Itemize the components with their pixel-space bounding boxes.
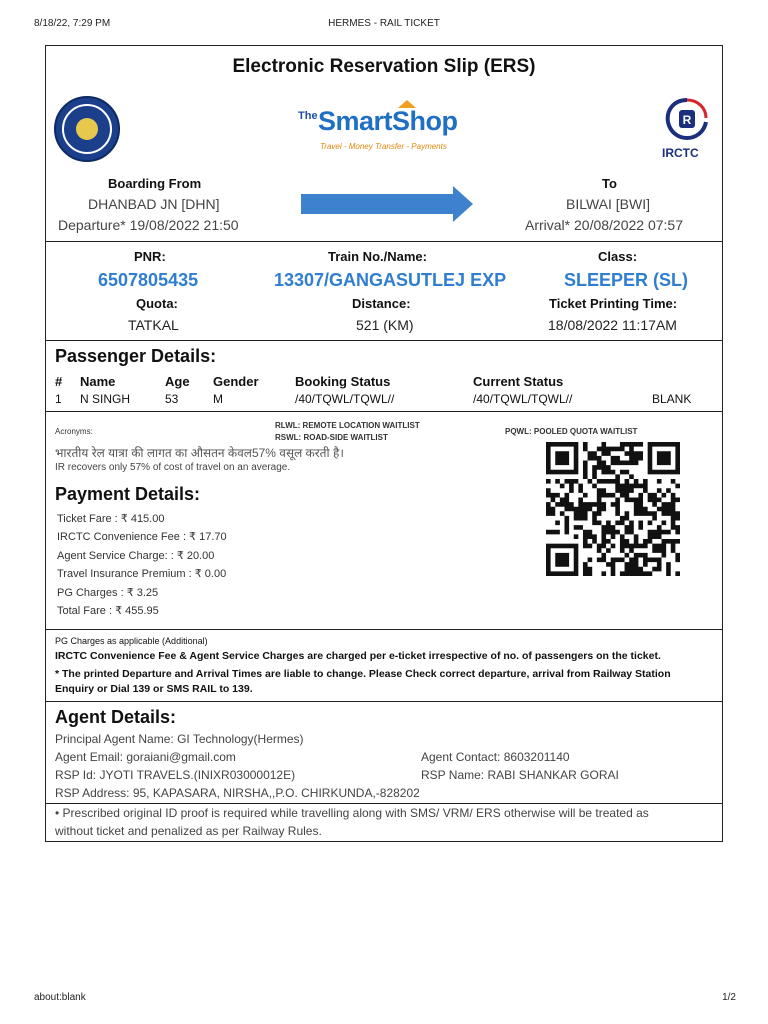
acronyms-label: Acronyms: bbox=[55, 427, 93, 436]
boarding-from-label: Boarding From bbox=[108, 176, 202, 191]
passenger-extra: BLANK bbox=[652, 392, 692, 406]
destination-station: BILWAI [BWI] bbox=[566, 196, 651, 212]
irctc-emblem-icon bbox=[662, 96, 712, 142]
col-gender: Gender bbox=[213, 374, 259, 389]
cost-note-english: IR recovers only 57% of cost of travel on an average. bbox=[55, 462, 291, 473]
passenger-current-status: /40/TQWL/TQWL// bbox=[473, 392, 573, 406]
indian-railways-logo-icon bbox=[54, 96, 120, 162]
total-fare: Total Fare : ₹ 455.95 bbox=[57, 605, 159, 617]
distance-label: Distance: bbox=[352, 296, 411, 311]
rsp-address: RSP Address: 95, KAPASARA, NIRSHA,,P.O. CHIRKUNDA,-828202 bbox=[55, 786, 420, 800]
passenger-gender: M bbox=[213, 392, 223, 406]
agent-heading: Agent Details: bbox=[55, 707, 177, 727]
col-booking-status: Booking Status bbox=[295, 374, 391, 389]
train-section bbox=[46, 242, 722, 341]
boarding-station: DHANBAD JN [DHN] bbox=[88, 196, 220, 212]
divider bbox=[46, 803, 722, 804]
qr-code bbox=[546, 442, 680, 576]
print-datetime: 8/18/22, 7:29 PM bbox=[34, 18, 111, 29]
principal-agent: Principal Agent Name: GI Technology(Hermes) bbox=[55, 732, 304, 746]
pnr-value: 6507805435 bbox=[98, 270, 199, 290]
agent-section bbox=[46, 702, 722, 841]
times-note-line-1: * The printed Departure and Arrival Times are liable to change. Please Check correct departure, arrival from Railway Station bbox=[55, 668, 671, 680]
col-age: Age bbox=[165, 374, 190, 389]
col-no: # bbox=[55, 374, 63, 389]
svg-text:R: R bbox=[682, 113, 692, 127]
convenience-note: IRCTC Convenience Fee & Agent Service Charges are charged per e-ticket irrespective of no. of passengers on the ticket. bbox=[55, 650, 661, 662]
agent-email: Agent Email: goraiani@gmail.com bbox=[55, 750, 236, 764]
pg-charges: PG Charges : ₹ 3.25 bbox=[57, 587, 159, 599]
ticket-fare: Ticket Fare : ₹ 415.00 bbox=[57, 513, 165, 525]
agent-contact: Agent Contact: 8603201140 bbox=[421, 750, 570, 764]
passenger-booking-status: /40/TQWL/TQWL// bbox=[295, 392, 395, 406]
times-note-line-2: Enquiry or Dial 139 or SMS RAIL to 139. bbox=[55, 683, 253, 695]
arrow-right-icon bbox=[301, 186, 473, 222]
distance-value: 521 (KM) bbox=[356, 317, 414, 333]
to-label: To bbox=[602, 176, 617, 191]
print-time-label: Ticket Printing Time: bbox=[549, 296, 678, 311]
departure-time: Departure* 19/08/2022 21:50 bbox=[58, 217, 239, 233]
passenger-section bbox=[46, 341, 722, 412]
passenger-no: 1 bbox=[55, 392, 62, 406]
ers-ticket bbox=[45, 45, 723, 842]
payment-heading: Payment Details: bbox=[55, 484, 201, 504]
rsp-name: RSP Name: RABI SHANKAR GORAI bbox=[421, 768, 619, 782]
print-page: 1/2 bbox=[722, 992, 736, 1003]
passenger-name: N SINGH bbox=[80, 392, 131, 406]
insurance-premium: Travel Insurance Premium : ₹ 0.00 bbox=[57, 568, 227, 580]
agent-service-charge: Agent Service Charge: : ₹ 20.00 bbox=[57, 550, 215, 562]
acronym-pqwl: PQWL: POOLED QUOTA WAITLIST bbox=[505, 427, 638, 436]
ers-title: Electronic Reservation Slip (ERS) bbox=[232, 56, 536, 77]
cost-note-hindi: भारतीय रेल यात्रा की लागत का औसतन केवल57% वसूल करती है। bbox=[55, 446, 344, 460]
print-title: HERMES - RAIL TICKET bbox=[328, 18, 440, 29]
train-label: Train No./Name: bbox=[328, 249, 427, 264]
id-proof-note-line-1: • Prescribed original ID proof is required while travelling along with SMS/ VRM/ ERS otherwise will be treated as bbox=[55, 806, 649, 820]
acronym-rlwl: RLWL: REMOTE LOCATION WAITLIST bbox=[275, 421, 420, 430]
quota-label: Quota: bbox=[136, 296, 178, 311]
col-name: Name bbox=[80, 374, 116, 389]
rsp-id: RSP Id: JYOTI TRAVELS.(INIXR03000012E) bbox=[55, 768, 296, 782]
convenience-fee: IRCTC Convenience Fee : ₹ 17.70 bbox=[57, 531, 227, 543]
col-current-status: Current Status bbox=[473, 374, 564, 389]
notes-section bbox=[46, 630, 722, 702]
passenger-age: 53 bbox=[165, 392, 179, 406]
payment-section bbox=[46, 412, 722, 630]
quota-value: TATKAL bbox=[128, 317, 179, 333]
journey-section: Electronic Reservation Slip (ERS) The SmartShop Travel - Money Transfer - Payments R IRCTC Boarding From DHANBAD JN [DHN] Departure* 19/08/2022 21:50 To BILWAI [BWI] Arrival* 20/08/2022 07:57 bbox=[46, 46, 722, 242]
print-url: about:blank bbox=[34, 992, 86, 1003]
passenger-heading: Passenger Details: bbox=[55, 346, 217, 366]
class-value: SLEEPER (SL) bbox=[564, 270, 689, 290]
pnr-label: PNR: bbox=[134, 249, 166, 264]
pg-note: PG Charges as applicable (Additional) bbox=[55, 636, 208, 646]
arrival-time: Arrival* 20/08/2022 07:57 bbox=[525, 217, 683, 233]
train-value: 13307/GANGASUTLEJ EXP bbox=[274, 270, 507, 290]
class-label: Class: bbox=[598, 249, 638, 264]
irctc-logo: R IRCTC bbox=[658, 96, 714, 162]
acronym-rswl: RSWL: ROAD-SIDE WAITLIST bbox=[275, 433, 388, 442]
id-proof-note-line-2: without ticket and penalized as per Railway Rules. bbox=[55, 824, 322, 838]
print-time-value: 18/08/2022 11:17AM bbox=[548, 317, 677, 333]
